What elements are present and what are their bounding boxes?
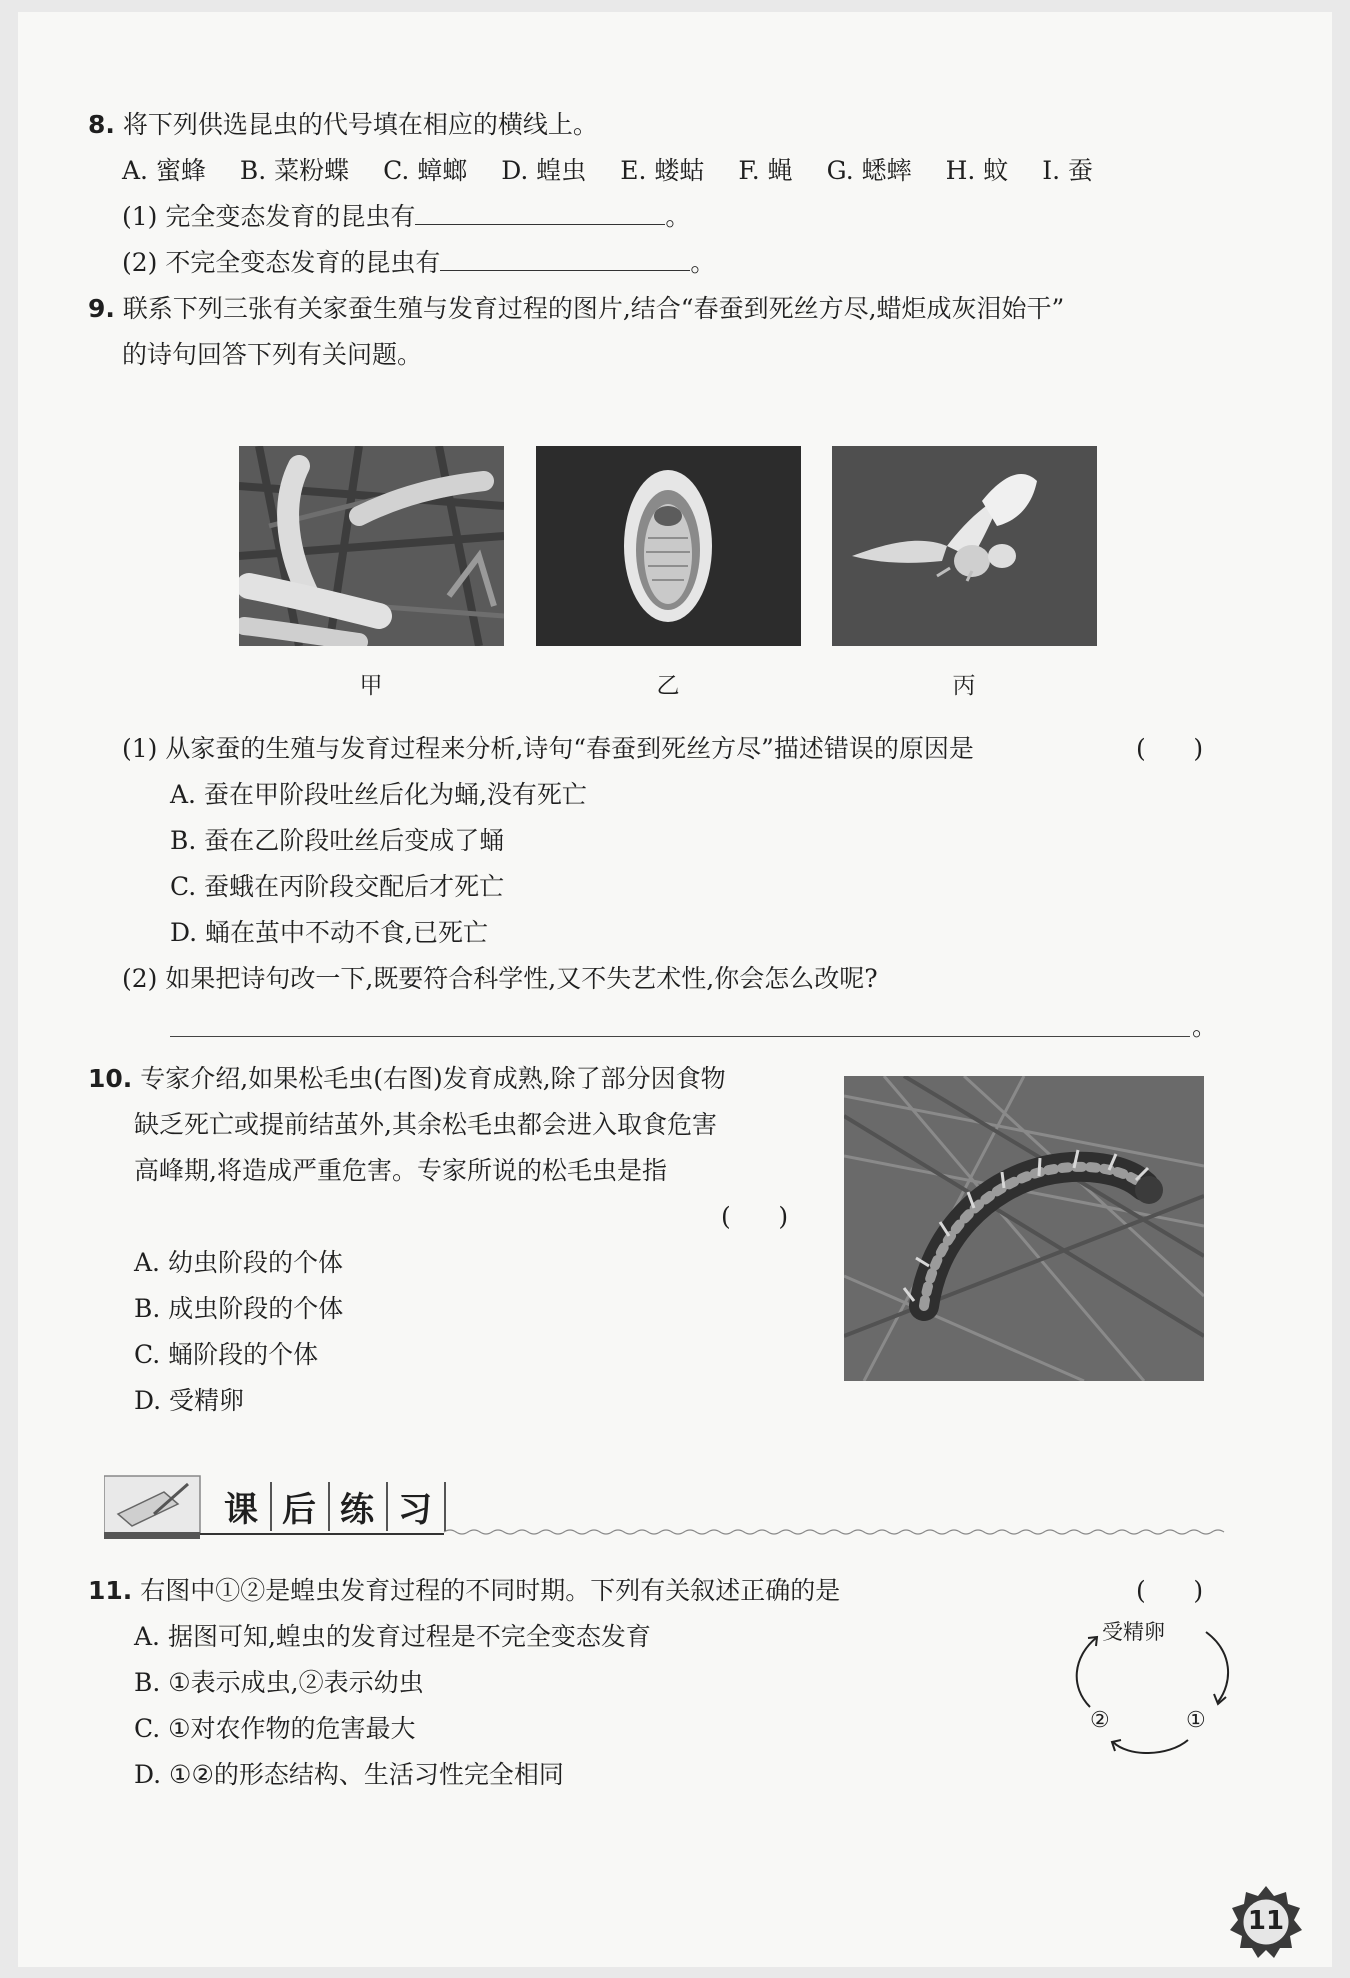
q9-sub2-answer-line[interactable]: [170, 1036, 1190, 1037]
q9-stem-line1: [88, 292, 1064, 326]
q9-sub1-option-c: C. 蚕蛾在丙阶段交配后才死亡: [170, 872, 505, 901]
q11-option-c: C. ①对农作物的危害最大: [134, 1714, 416, 1743]
q10-answer-paren[interactable]: ( ): [721, 1202, 789, 1231]
q11-option-a: A. 据图可知,蝗虫的发育过程是不完全变态发育: [134, 1622, 651, 1651]
q9-stem-line2: 的诗句回答下列有关问题。: [122, 340, 423, 369]
workbook-page: [18, 12, 1332, 1967]
q9-sub2: (2) 如果把诗句改一下,既要符合科学性,又不失艺术性,你会怎么改呢?: [122, 964, 878, 993]
q9-sub1: (1) 从家蚕的生殖与发育过程来分析,诗句“春蚕到死丝方尽”描述错误的原因是: [122, 734, 974, 763]
section-title-char: 习: [388, 1482, 446, 1531]
q10-stem-text1: 专家介绍,如果松毛虫(右图)发育成熟,除了部分因食物: [140, 1064, 726, 1093]
section-header-homework: [104, 1474, 1234, 1544]
q9-stem-text1: 联系下列三张有关家蚕生殖与发育过程的图片,结合“春蚕到死丝方尽,蜡炬成灰泪始干”: [122, 294, 1065, 323]
section-title-char: 练: [330, 1482, 388, 1531]
caption-jia: 甲: [359, 673, 383, 699]
q8-sub1-period: 。: [665, 202, 691, 231]
caption-yi: 乙: [656, 673, 680, 699]
q8-sub2: [122, 246, 715, 280]
silkworm-larvae-photo: [239, 446, 504, 646]
caption-bing: 丙: [952, 673, 976, 699]
cycle-label-stage-1: ①: [1186, 1708, 1206, 1733]
q8-option: I. 蚕: [1042, 156, 1094, 185]
section-title-char: 后: [272, 1482, 330, 1531]
q10-stem-line2: 缺乏死亡或提前结茧外,其余松毛虫都会进入取食危害: [134, 1110, 717, 1139]
q8-sub1-blank[interactable]: [415, 202, 665, 225]
q10-option-c: C. 蛹阶段的个体: [134, 1340, 319, 1369]
pine-caterpillar-photo: [844, 1076, 1204, 1381]
page-number: 11: [1247, 1906, 1285, 1936]
q9-sub1-option-b: B. 蚕在乙阶段吐丝后变成了蛹: [170, 826, 505, 855]
q8-sub2-text: (2) 不完全变态发育的昆虫有: [122, 248, 441, 277]
pupa-cocoon-photo: [536, 446, 801, 646]
section-title-char: 课: [214, 1482, 272, 1531]
q8-sub2-blank[interactable]: [440, 248, 690, 271]
q8-option: G. 蟋蟀: [826, 156, 912, 185]
q8-stem-text: 将下列供选昆虫的代号填在相应的横线上。: [122, 110, 598, 139]
q8-option: D. 蝗虫: [501, 156, 587, 185]
q8-option: B. 菜粉蝶: [239, 156, 350, 185]
q9-sub1-option-d: D. 蛹在茧中不动不食,已死亡: [170, 918, 488, 947]
q11-option-d: D. ①②的形态结构、生活习性完全相同: [134, 1760, 564, 1789]
q10-stem-line3: 高峰期,将造成严重危害。专家所说的松毛虫是指: [134, 1156, 667, 1185]
q9-sub1-answer-paren[interactable]: ( ): [1136, 734, 1204, 763]
cycle-label-stage-2: ②: [1090, 1708, 1110, 1733]
silk-moth-photo: [832, 446, 1097, 646]
section-title: [214, 1482, 446, 1531]
q8-option: A. 蜜蜂: [122, 156, 206, 185]
q10-option-d: D. 受精卵: [134, 1386, 245, 1415]
locust-life-cycle-diagram: [1058, 1612, 1238, 1762]
q10-option-a: A. 幼虫阶段的个体: [134, 1248, 343, 1277]
q11-stem: [88, 1574, 840, 1608]
q10-number: 10.: [88, 1064, 133, 1093]
q8-stem: [88, 108, 598, 142]
q8-option: C. 蟑螂: [383, 156, 468, 185]
q11-answer-paren[interactable]: ( ): [1136, 1576, 1204, 1605]
q11-number: 11.: [88, 1576, 133, 1605]
q9-sub2-period: 。: [1192, 1012, 1218, 1041]
q8-number: 8.: [88, 110, 115, 139]
q8-sub1-text: (1) 完全变态发育的昆虫有: [122, 202, 416, 231]
q8-options: [122, 154, 1119, 188]
q10-option-b: B. 成虫阶段的个体: [134, 1294, 344, 1323]
q8-sub1: [122, 200, 690, 234]
q8-option: H. 蚊: [945, 156, 1009, 185]
q10-stem-line1: [88, 1062, 726, 1096]
q11-stem-text: 右图中①②是蝗虫发育过程的不同时期。下列有关叙述正确的是: [140, 1576, 841, 1605]
q9-sub1-option-a: A. 蚕在甲阶段吐丝后化为蛹,没有死亡: [170, 780, 587, 809]
page-number-badge: [1228, 1884, 1304, 1960]
q8-sub2-period: 。: [690, 248, 716, 277]
q9-number: 9.: [88, 294, 115, 323]
q8-option: E. 蝼蛄: [620, 156, 705, 185]
cycle-label-fertilized-egg: 受精卵: [1102, 1620, 1165, 1644]
q8-option: F. 蝇: [738, 156, 793, 185]
q11-option-b: B. ①表示成虫,②表示幼虫: [134, 1668, 424, 1697]
